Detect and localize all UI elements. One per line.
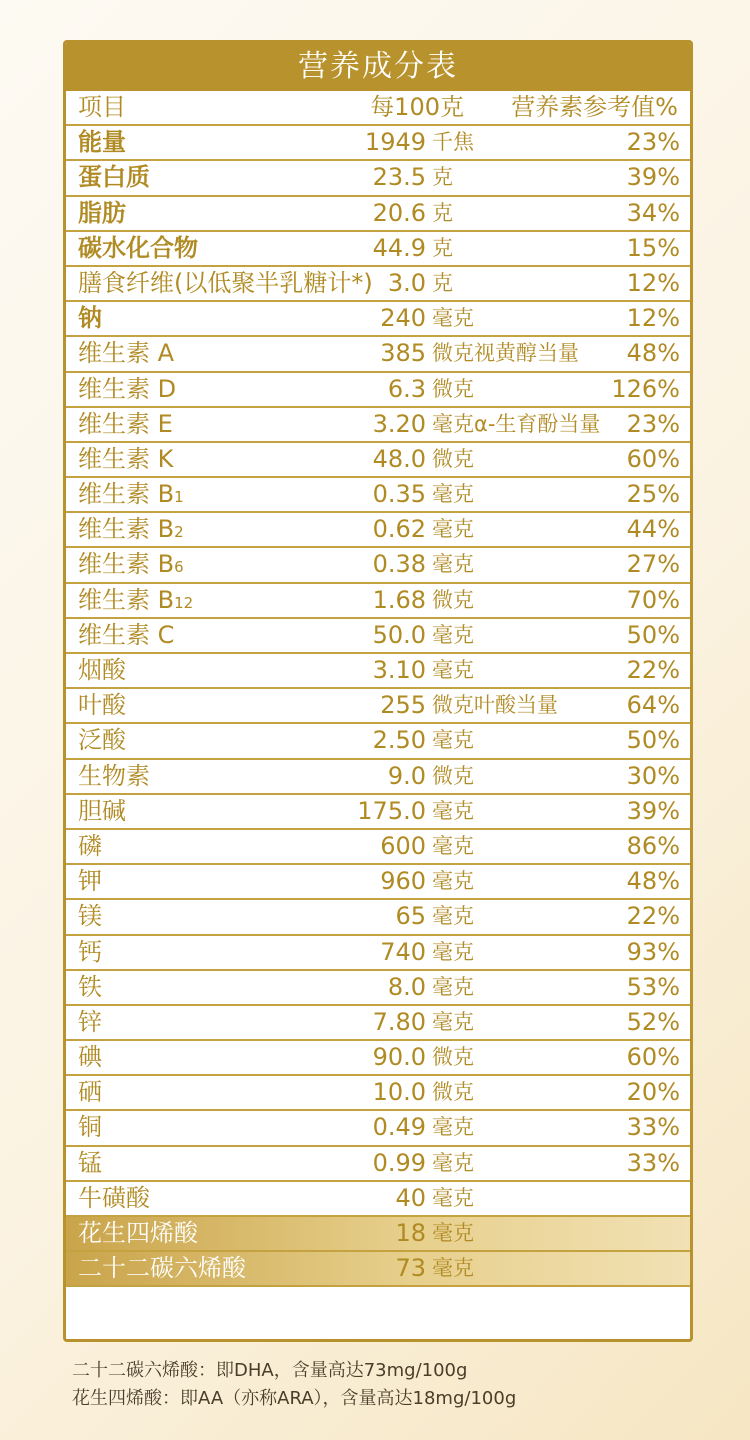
row-name [78, 337, 174, 370]
row-name-text: 铁 [78, 972, 102, 1001]
row-unit: 毫克 [432, 939, 474, 964]
row-name-text: 硒 [78, 1078, 102, 1107]
row-name-text: 维生素 C [78, 620, 175, 649]
row-name [78, 1147, 102, 1180]
row-nrv: 60% [626, 1043, 680, 1072]
row-nrv: 93% [626, 937, 680, 966]
row-name-text: 胆碱 [78, 796, 126, 825]
row-nrv: 39% [626, 163, 680, 192]
row-name [78, 795, 126, 828]
table-row [66, 760, 690, 795]
table-row [66, 900, 690, 935]
row-nrv: 23% [626, 409, 680, 438]
row-name [78, 584, 193, 620]
row-unit: 毫克 [432, 833, 474, 858]
row-name-text: 维生素 A [78, 339, 175, 368]
row-name-text: 维生素 E [78, 409, 173, 438]
row-nrv: 52% [626, 1007, 680, 1036]
row-name [78, 302, 102, 335]
row-unit: 毫克 [432, 1009, 474, 1034]
row-amount: 0.38 [372, 550, 426, 579]
row-unit: 毫克 [432, 1256, 474, 1281]
row-amount: 7.80 [372, 1007, 426, 1036]
row-unit: 微克叶酸当量 [432, 693, 558, 718]
table-row [66, 1006, 690, 1041]
row-amount: 240 [380, 304, 426, 333]
row-name-text: 能量 [78, 128, 126, 157]
row-name [78, 443, 173, 476]
table-row [66, 724, 690, 759]
table-row [66, 513, 690, 548]
row-name-subscript: 6 [174, 558, 184, 577]
table-row [66, 373, 690, 408]
row-nrv: 12% [626, 268, 680, 297]
row-name [78, 126, 126, 159]
row-name [78, 830, 102, 863]
row-amount: 0.49 [372, 1113, 426, 1142]
row-amount: 175.0 [357, 796, 426, 825]
table-row [66, 1252, 690, 1287]
row-nrv: 34% [626, 198, 680, 227]
row-name [78, 1076, 102, 1109]
row-unit: 微克 [432, 763, 474, 788]
table-row [66, 971, 690, 1006]
table-row [66, 267, 690, 302]
row-name-text: 磷 [78, 831, 102, 860]
row-name-subscript: 2 [174, 523, 184, 542]
row-name-text: 钠 [78, 304, 102, 333]
row-nrv: 126% [611, 374, 680, 403]
row-amount: 3.0 [387, 268, 426, 297]
row-unit: 克 [432, 270, 453, 295]
row-nrv: 86% [626, 831, 680, 860]
row-name-text: 牛磺酸 [78, 1183, 150, 1212]
nutrition-table [63, 40, 693, 1342]
row-unit: 克 [432, 200, 453, 225]
row-amount: 23.5 [372, 163, 426, 192]
row-amount: 8.0 [387, 972, 426, 1001]
row-name [78, 900, 102, 933]
footnotes [72, 1357, 516, 1413]
row-unit: 毫克 [432, 622, 474, 647]
row-name-text: 花生四烯酸 [78, 1219, 198, 1247]
row-nrv: 22% [626, 902, 680, 931]
row-name [78, 971, 102, 1004]
row-amount: 6.3 [387, 374, 426, 403]
row-nrv: 25% [626, 480, 680, 509]
row-name-text: 维生素 B [78, 480, 175, 509]
row-name-subscript: 1 [174, 488, 184, 507]
row-name-text: 铜 [78, 1113, 102, 1142]
row-nrv: 33% [626, 1148, 680, 1177]
row-nrv: 22% [626, 656, 680, 684]
table-row [66, 548, 690, 583]
row-name-text: 锰 [78, 1148, 102, 1177]
row-name-subscript: 12 [174, 593, 194, 612]
row-name [78, 478, 184, 514]
row-amount: 40 [395, 1183, 426, 1212]
table-row [66, 443, 690, 478]
row-amount: 18 [395, 1219, 426, 1247]
row-name-text: 钙 [78, 937, 102, 966]
row-name-text: 烟酸 [78, 656, 126, 684]
row-name [78, 936, 102, 969]
row-nrv: 33% [626, 1113, 680, 1142]
footnote-ara: 花生四烯酸：即AA（亦称ARA），含量高达18mg/100g [72, 1388, 517, 1409]
row-name [78, 724, 126, 757]
row-nrv: 39% [626, 796, 680, 825]
row-name-text: 二十二碳六烯酸 [78, 1254, 246, 1283]
row-name [78, 408, 173, 441]
row-nrv: 27% [626, 550, 680, 579]
row-amount: 50.0 [372, 620, 426, 649]
row-name-text: 维生素 D [78, 374, 177, 403]
row-unit: 微克 [432, 446, 474, 471]
table-row [66, 408, 690, 443]
row-nrv: 50% [626, 726, 680, 755]
row-name [78, 1252, 246, 1285]
row-unit: 微克 [432, 1080, 474, 1105]
row-amount: 48.0 [372, 444, 426, 473]
row-nrv: 44% [626, 515, 680, 544]
row-nrv: 70% [626, 585, 680, 614]
table-row [66, 1217, 690, 1252]
row-unit: 毫克 [432, 658, 474, 682]
row-name [78, 197, 126, 230]
row-amount: 9.0 [387, 761, 426, 790]
table-row [66, 865, 690, 900]
header-nrv: 营养素参考值% [511, 93, 678, 121]
header-per100: 每100克 [370, 93, 464, 121]
table-row [66, 302, 690, 337]
row-name [78, 267, 373, 300]
row-name [78, 232, 198, 265]
row-name-text: 生物素 [78, 761, 150, 790]
table-row [66, 478, 690, 513]
row-name-text: 维生素 B [78, 550, 175, 579]
row-unit: 毫克α-生育酚当量 [432, 411, 601, 436]
row-name-text: 脂肪 [78, 198, 126, 227]
row-name-text: 钾 [78, 867, 102, 896]
row-unit: 毫克 [432, 728, 474, 753]
row-amount: 385 [380, 339, 426, 368]
row-name [78, 619, 174, 652]
row-unit: 微克 [432, 376, 474, 401]
table-row [66, 1041, 690, 1076]
row-name-text: 锌 [78, 1007, 102, 1036]
row-unit: 毫克 [432, 552, 474, 577]
row-name [78, 1217, 198, 1250]
row-unit: 微克 [432, 1045, 474, 1070]
row-amount: 0.99 [372, 1148, 426, 1177]
table-row [66, 197, 690, 232]
row-nrv: 12% [626, 304, 680, 333]
row-name [78, 1041, 102, 1074]
row-amount: 960 [380, 867, 426, 896]
table-row [66, 232, 690, 267]
row-amount: 73 [395, 1254, 426, 1283]
row-name-text: 碳水化合物 [78, 233, 198, 262]
row-unit: 毫克 [432, 1115, 474, 1140]
row-unit: 毫克 [432, 1150, 474, 1175]
row-name-text: 叶酸 [78, 691, 126, 720]
row-name-text: 维生素 B [78, 585, 175, 614]
table-row [66, 1182, 690, 1217]
row-nrv: 53% [626, 972, 680, 1001]
row-unit: 毫克 [432, 869, 474, 894]
footnote-dha: 二十二碳六烯酸：即DHA，含量高达73mg/100g [72, 1360, 468, 1381]
row-amount: 0.62 [372, 515, 426, 544]
row-name-text: 蛋白质 [78, 163, 150, 192]
row-unit: 毫克 [432, 904, 474, 929]
row-name [78, 865, 102, 898]
row-unit: 毫克 [432, 306, 474, 331]
row-name-text: 碘 [78, 1043, 102, 1072]
table-row [66, 1111, 690, 1146]
row-name [78, 373, 176, 406]
table-row [66, 584, 690, 619]
row-amount: 255 [380, 691, 426, 720]
header-item: 项目 [78, 93, 126, 121]
table-body [66, 126, 690, 1287]
row-name [78, 689, 126, 722]
row-nrv: 60% [626, 444, 680, 473]
row-unit: 毫克 [432, 798, 474, 823]
row-name [78, 760, 150, 793]
row-amount: 20.6 [372, 198, 426, 227]
table-title: 营养成分表 [66, 43, 690, 91]
row-name-text: 维生素 B [78, 515, 175, 544]
row-name-text: 膳食纤维(以低聚半乳糖计*) [78, 268, 373, 297]
row-unit: 毫克 [432, 1221, 474, 1245]
row-unit: 毫克 [432, 1185, 474, 1210]
row-amount: 10.0 [372, 1078, 426, 1107]
row-amount: 1.68 [372, 585, 426, 614]
row-name [78, 1006, 102, 1039]
row-name-text: 镁 [78, 902, 102, 931]
row-unit: 毫克 [432, 517, 474, 542]
row-unit: 微克 [432, 587, 474, 612]
table-row [66, 795, 690, 830]
row-name [78, 1111, 102, 1144]
row-amount: 740 [380, 937, 426, 966]
row-unit: 毫克 [432, 974, 474, 999]
row-amount: 44.9 [372, 233, 426, 262]
table-row [66, 337, 690, 372]
row-nrv: 64% [626, 691, 680, 720]
row-nrv: 30% [626, 761, 680, 790]
row-amount: 600 [380, 831, 426, 860]
row-name [78, 548, 184, 584]
row-nrv: 23% [626, 128, 680, 157]
row-amount: 0.35 [372, 480, 426, 509]
row-nrv: 48% [626, 867, 680, 896]
row-amount: 65 [395, 902, 426, 931]
row-name-text: 泛酸 [78, 726, 126, 755]
table-row [66, 689, 690, 724]
row-nrv: 48% [626, 339, 680, 368]
row-nrv: 20% [626, 1078, 680, 1107]
row-name-text: 维生素 K [78, 444, 174, 473]
table-row [66, 1147, 690, 1182]
table-row [66, 936, 690, 971]
row-unit: 毫克 [432, 482, 474, 507]
row-unit: 微克视黄醇当量 [432, 341, 579, 366]
row-unit: 克 [432, 165, 453, 190]
row-name [78, 161, 150, 194]
row-unit: 克 [432, 235, 453, 260]
row-amount: 1949 [364, 128, 426, 157]
table-row [66, 1076, 690, 1111]
row-nrv: 15% [626, 233, 680, 262]
row-amount: 2.50 [372, 726, 426, 755]
table-row [66, 654, 690, 689]
row-amount: 3.20 [372, 409, 426, 438]
row-amount: 3.10 [372, 656, 426, 684]
table-row [66, 619, 690, 654]
row-amount: 90.0 [372, 1043, 426, 1072]
row-unit: 千焦 [432, 130, 474, 155]
row-name [78, 513, 184, 549]
row-nrv: 50% [626, 620, 680, 649]
table-row [66, 161, 690, 196]
row-name [78, 1182, 150, 1215]
row-name [78, 654, 126, 687]
table-row [66, 830, 690, 865]
table-row [66, 126, 690, 161]
table-header [66, 91, 690, 126]
